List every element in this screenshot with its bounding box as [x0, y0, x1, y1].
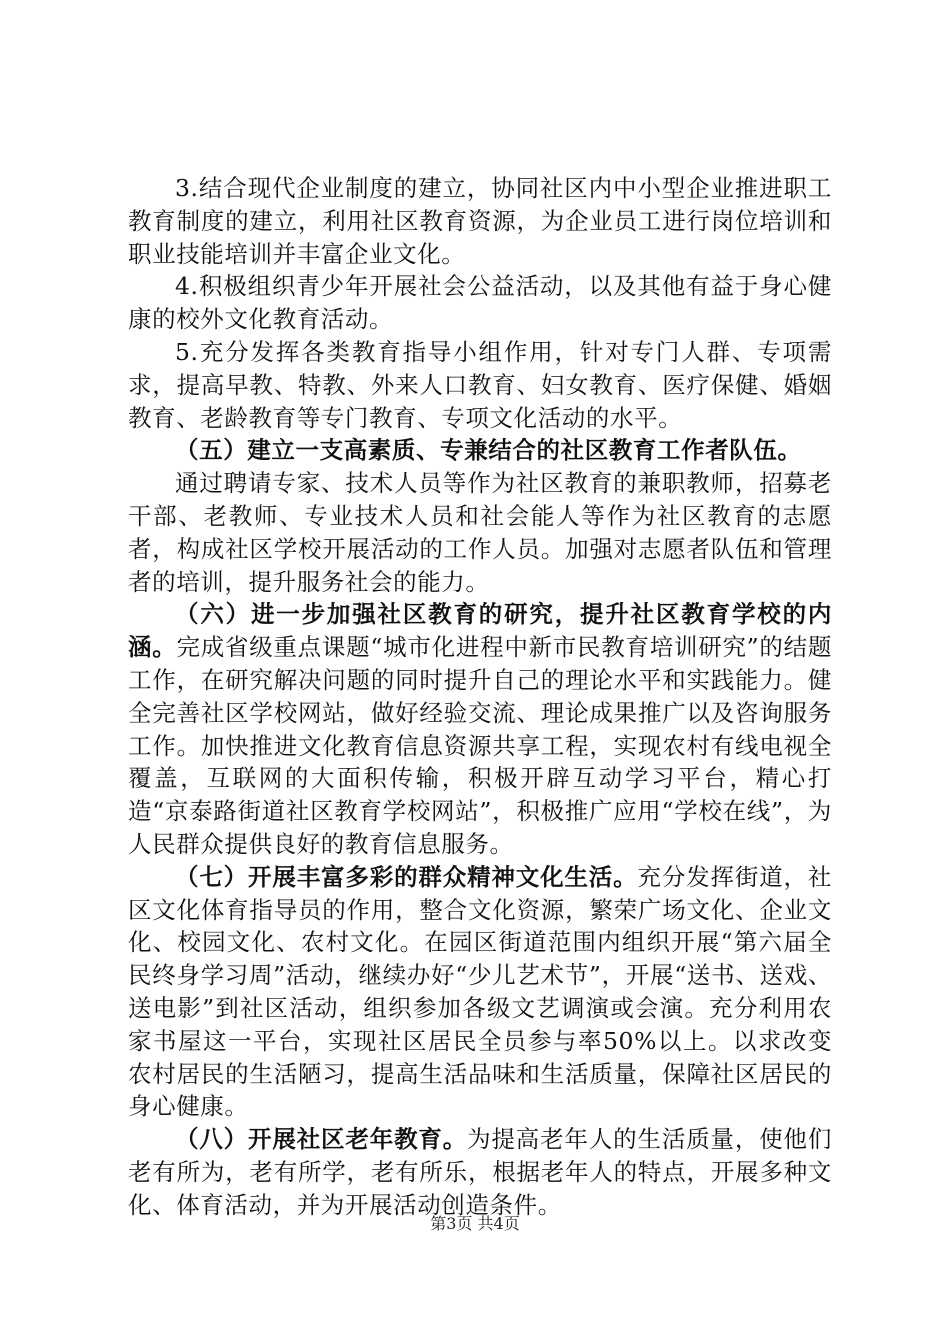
section-heading-text: （七）开展丰富多彩的群众精神文化生活。 [175, 862, 638, 891]
paragraph-text: 3.结合现代企业制度的建立，协同社区内中小型企业推进职工教育制度的建立，利用社区教育资源，为企业员工进行岗位培训和职业技能培训并丰富企业文化。 [128, 174, 832, 268]
paragraph-text: 充分发挥街道，社区文化体育指导员的作用，整合文化资源，繁荣广场文化、企业文化、校园文化、农村文化。在园区街道范围内组织开展“第六届全民终身学习周”活动，继续办好“少儿艺术节”，开展“送书、送戏、送电影”到社区活动，组织参加各级文艺调演或会演。充分利用农家书屋这一平台，实现社区居民全员参与率50%以上。以求改变农村居民的生活陋习，提高生活品味和生活质量，保障社区居民的身心健康。 [128, 862, 832, 1121]
section-7 [128, 861, 832, 1123]
paragraph-item-4 [128, 270, 832, 336]
paragraph-text: 4.积极组织青少年开展社会公益活动，以及其他有益于身心健康的校外文化教育活动。 [128, 272, 832, 334]
paragraph-item-5 [128, 336, 832, 434]
section-heading-text: （六）进一步加强社区教育的研究，提升社区教育学校的内涵。 [128, 600, 832, 662]
page-number-label: 第3页 共4页 [430, 1214, 520, 1233]
paragraph-text: 5.充分发挥各类教育指导小组作用，针对专门人群、专项需求，提高早教、特教、外来人口教育、妇女教育、医疗保健、婚姻教育、老龄教育等专门教育、专项文化活动的水平。 [128, 337, 832, 432]
paragraph-item-3 [128, 172, 832, 270]
section-heading-text: （八）开展社区老年教育。 [175, 1125, 468, 1154]
paragraph-volunteers [128, 467, 832, 598]
document-body [128, 172, 832, 1222]
paragraph-text: 通过聘请专家、技术人员等作为社区教育的兼职教师，招募老干部、老教师、专业技术人员和社会能人等作为社区教育的志愿者，构成社区学校开展活动的工作人员。加强对志愿者队伍和管理者的培训，提升服务社会的能力。 [128, 469, 832, 596]
section-heading-5 [128, 434, 832, 467]
section-heading-text: （五）建立一支高素质、专兼结合的社区教育工作者队伍。 [175, 436, 802, 465]
page-footer [0, 1214, 950, 1234]
paragraph-text: 为提高老年人的生活质量，使他们老有所为，老有所学，老有所乐，根据老年人的特点，开展多种文化、体育活动，并为开展活动创造条件。 [128, 1125, 832, 1219]
paragraph-text: 完成省级重点课题“城市化进程中新市民教育培训研究”的结题工作，在研究解决问题的同时提升自己的理论水平和实践能力。健全完善社区学校网站，做好经验交流、理论成果推广以及咨询服务工作。加快推进文化教育信息资源共享工程，实现农村有线电视全覆盖，互联网的大面积传输，积极开辟互动学习平台，精心打造“京泰路街道社区教育学校网站”，积极推广应用“学校在线”，为人民群众提供良好的教育信息服务。 [128, 633, 833, 858]
section-6 [128, 598, 832, 860]
section-8 [128, 1123, 832, 1221]
